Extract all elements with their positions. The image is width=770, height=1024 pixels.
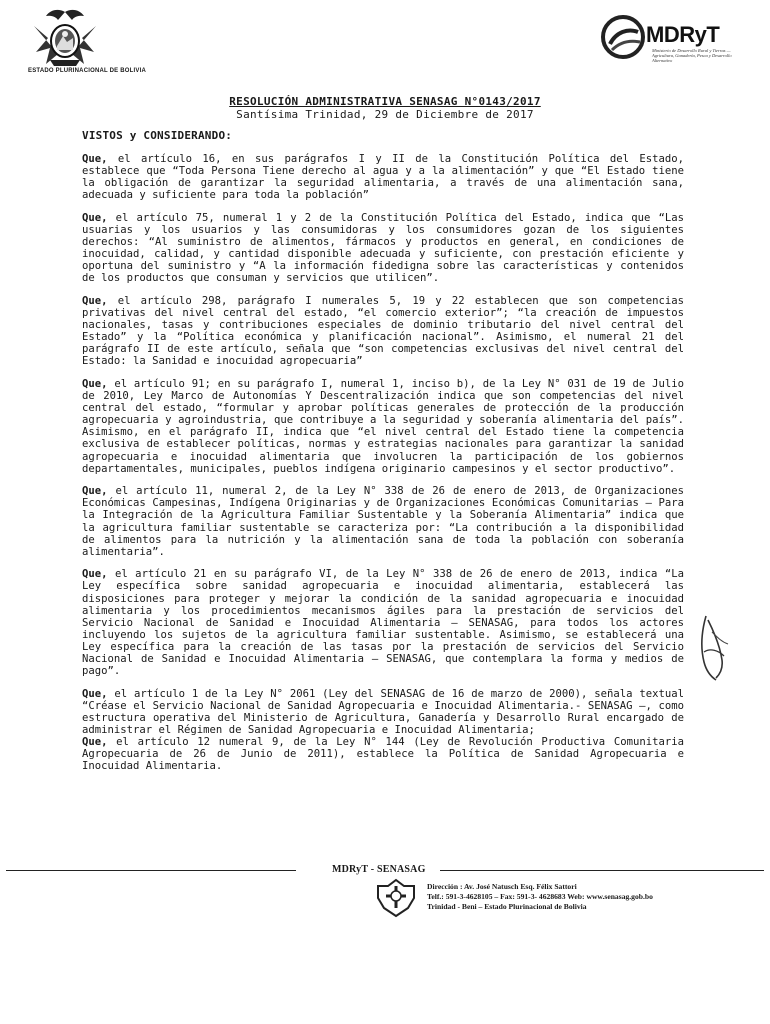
mdryt-emblem-icon (600, 14, 646, 60)
handwritten-initial (692, 612, 734, 684)
paragraph-lead: Que, (82, 687, 108, 700)
paragraph-lead: Que, (82, 211, 108, 224)
paragraph-text: el artículo 75, numeral 1 y 2 de la Constitución Política del Estado, indica que “Las usuarias y los usuarios y las consumidoras y los consumidores gozan de los siguientes derechos: “Al suministro de alimentos, fármacos y productos en general, en condiciones de inocuidad, calidad, y cantidad disponible adecuada y suficiente, con prestación eficiente y oportuna del suministro y “A la información fidedigna sobre las características y contenidos de los productos que consuman y servicios que utilicen”. (82, 211, 684, 285)
footer-phone-web: Telf.: 591-3-4628105 – Fax: 591-3- 4628683 Web: www.senasag.gob.bo (427, 892, 653, 901)
paragraph (82, 378, 684, 475)
mdryt-logo (600, 10, 740, 80)
paragraph-text: el artículo 91; en su parágrafo I, numeral 1, inciso b), de la Ley N° 031 de 19 de Julio de 2010, Ley Marco de Autonomías Y Descentralización indica que son competencias del nivel central del estado, “formular y aprobar políticas generales de protección de la producción agropecuaria y agroindustria, que contribuye a la seguridad y soberanía alimentaria del país”. Asimismo, en el parágrafo II, indica que “el nivel central del Estado tiene la competencia exclusiva de establecer políticas, normas y estrategias nacionales para garantizar la sanidad agropecuaria e inocuidad alimentaria que involucren la participación de los gobiernos departamentales, municipales, pueblos indígena originario campesinos y el sector productivo”. (82, 378, 684, 475)
logo-tagline: Ministerio de Desarrollo Rural y Tierras — Agricultura, Ganadería, Pesca y Desarrollo Alternativo (652, 48, 732, 63)
paragraph-lead: Que, (82, 378, 108, 390)
footer-address: Dirección : Av. José Natusch Esq. Félix Sattori (427, 882, 577, 891)
footer-rule-right (440, 870, 764, 871)
paragraph (82, 736, 684, 772)
section-heading: VISTOS y CONSIDERANDO: (82, 129, 233, 142)
crest-caption: ESTADO PLURINACIONAL DE BOLIVIA (28, 68, 146, 74)
paragraph-text: el artículo 21 en su parágrafo VI, de la Ley N° 338 de 26 de enero de 2013, indica “La Ley específica sobre sanidad agropecuaria e inocuidad alimentaria, establecerá las disposiciones para proteger y mejorar la condición de la sanidad agropecuaria e inocuidad alimentaria y los procedimientos mecanismos ágiles para la prestación de servicios del Servicio Nacional de Sanidad e Inocuidad Alimentaria – SENASAG, para todos los actores incluyendo los sujetos de la agricultura familiar sustentable. Asimismo, se establecerá una Ley específica para la creación de las tasas por la prestación de servicios del Servicio Nacional de Sanidad e Inocuidad Alimentaria – SENASAG, que contemplara la forma y medios de pago”. (82, 568, 684, 678)
paragraph (82, 295, 684, 368)
document-title (0, 95, 770, 121)
paragraph-lead: Que, (82, 153, 108, 165)
paragraph (82, 568, 684, 677)
paragraph (82, 212, 684, 285)
resolution-number: RESOLUCIÓN ADMINISTRATIVA SENASAG N°0143/2017 (229, 95, 541, 108)
senasag-emblem-icon (374, 878, 418, 918)
footer-brand: MDRyT - SENASAG (332, 864, 426, 875)
paragraph-text: el artículo 12 numeral 9, de la Ley N° 144 (Ley de Revolución Productiva Comunitaria Agropecuaria de 26 de Junio de 2011), establece la Política de Sanidad Agropecuaria e Inocuidad Alimentaria. (82, 736, 684, 773)
logo-name: MDRyT (646, 22, 720, 47)
paragraph-text: el artículo 11, numeral 2, de la Ley N° 338 de 26 de enero de 2013, de Organizaciones Económicas Campesinas, Indígena Originarias y de Organizaciones Económicas Comunitarias – Para la Integración de la Agricultura Familiar Sustentable y la Soberanía Alimentaria” indica que la agricultura familiar sustentable se caracteriza por: “La contribución a la disponibilidad de alimentos para la nutrición y la alimentación sana de toda la población con soberanía alimentaria”. (82, 485, 684, 558)
footer-rule-left (6, 870, 296, 871)
paragraph (82, 485, 684, 558)
document-body (82, 153, 684, 783)
footer-contact (427, 882, 653, 912)
bolivia-coat-of-arms-icon (28, 8, 102, 70)
paragraph-lead: Que, (82, 736, 108, 749)
paragraph-lead: Que, (82, 568, 108, 581)
paragraph-text: el artículo 1 de la Ley N° 2061 (Ley del SENASAG de 16 de marzo de 2000), señala textual “Créase el Servicio Nacional de Sanidad Agropecuaria e Inocuidad Alimentaria.- SENASAG –, como estructura operativa del Ministerio de Agricultura, Ganadería y Desarrollo Rural encargado de administrar el Régimen de Sanidad Agropecuaria e Inocuidad Alimentaria; (82, 687, 684, 736)
paragraph (82, 153, 684, 201)
paragraph-lead: Que, (82, 485, 108, 498)
paragraph (82, 688, 684, 736)
paragraph-lead: Que, (82, 294, 108, 307)
paragraph-text: el artículo 298, parágrafo I numerales 5, 19 y 22 establecen que son competencias privativas del nivel central del estado, “el comercio exterior”; “la creación de impuestos nacionales, tasas y contribuciones especiales de dominio tributario del nivel central del Estado” y la “Política económica y planificación nacional”. Asimismo, el numeral 21 del parágrafo II de este artículo, señala que “son competencias exclusivas del nivel central del Estado: la Sanidad e inocuidad agropecuaria” (82, 294, 684, 368)
paragraph-text: el artículo 16, en sus parágrafos I y II de la Constitución Política del Estado, establece que “Toda Persona Tiene derecho al agua y a la alimentación” y que “El Estado tiene la obligación de garantizar la seguridad alimentaria, a través de una alimentación sana, adecuada y suficiente para toda la población” (82, 153, 684, 202)
footer-city: Trinidad - Beni – Estado Plurinacional de Bolivia (427, 902, 587, 911)
place-date: Santísima Trinidad, 29 de Diciembre de 2017 (236, 108, 534, 121)
